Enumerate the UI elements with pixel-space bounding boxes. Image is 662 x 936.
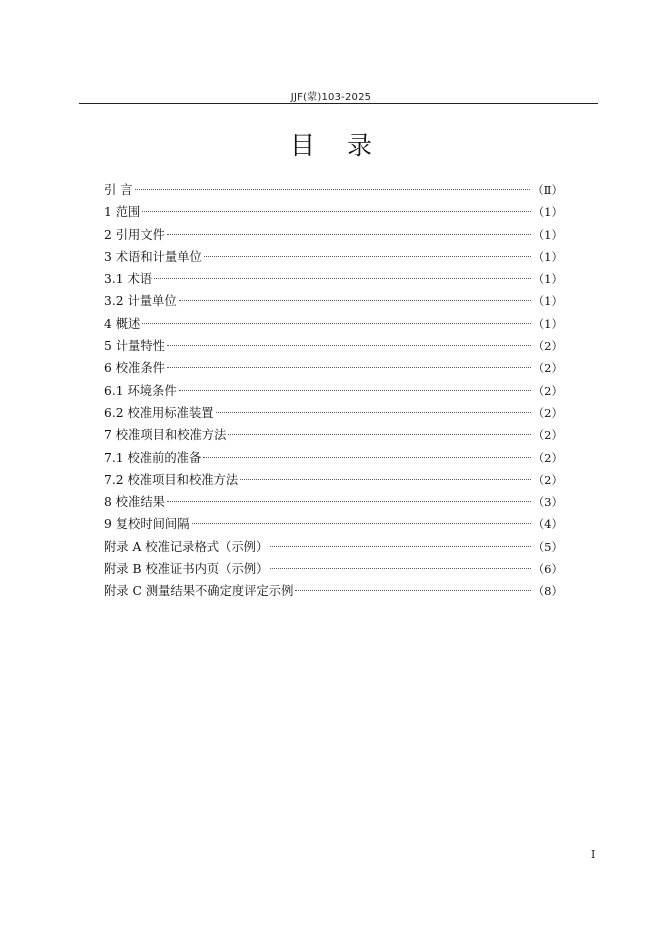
toc-entry[interactable]: [104, 179, 563, 201]
dot-leader: [192, 523, 531, 524]
toc-entry-label: 3.1 术语: [104, 272, 153, 287]
toc-entry[interactable]: [104, 224, 563, 246]
toc-entry-label: 6 校准条件: [104, 361, 165, 376]
toc-entry-page: （4）: [532, 517, 563, 532]
toc-entry[interactable]: [104, 290, 563, 312]
dot-leader: [216, 412, 531, 413]
toc-entry-label: 6.1 环境条件: [104, 383, 177, 398]
toc-entry-label: 2 引用文件: [104, 227, 165, 242]
toc-entry-page: （Ⅱ）: [532, 183, 563, 197]
toc-entry[interactable]: [104, 380, 563, 402]
toc-entry-page: （1）: [532, 272, 563, 287]
toc-entry-page: （2）: [532, 361, 563, 376]
toc-entry[interactable]: [104, 447, 563, 469]
dot-leader: [270, 568, 530, 569]
dot-leader: [204, 256, 531, 257]
toc-entry-page: （2）: [532, 428, 563, 443]
toc-entry-page: （6）: [532, 562, 563, 577]
dot-leader: [154, 278, 531, 279]
dot-leader: [142, 211, 530, 212]
dot-leader: [167, 345, 531, 346]
toc-entry-label: 3 术语和计量单位: [104, 249, 202, 264]
toc-entry-page: （1）: [532, 227, 563, 242]
dot-leader: [270, 546, 530, 547]
dot-leader: [203, 457, 530, 458]
toc-entry-label: 7.2 校准项目和校准方法: [104, 472, 239, 487]
toc-entry-page: （1）: [532, 294, 563, 309]
toc-entry[interactable]: [104, 513, 563, 535]
toc-entry-label: 附录 B 校准证书内页（示例）: [104, 562, 269, 577]
toc-entry-page: （2）: [532, 383, 563, 398]
toc-entry-label: 1 范围: [104, 205, 141, 220]
dot-leader: [240, 479, 531, 480]
toc-entry-label: 3.2 计量单位: [104, 294, 177, 309]
toc-entry[interactable]: [104, 536, 563, 558]
page-number: I: [591, 848, 596, 861]
toc-entry-label: 引 言: [104, 183, 133, 197]
dot-leader: [295, 590, 530, 591]
toc-entry[interactable]: [104, 558, 563, 580]
header-divider: [79, 103, 598, 104]
standard-code-header: JJF(蒙)103-2025: [290, 92, 372, 103]
dot-leader: [142, 323, 530, 324]
toc-entry[interactable]: [104, 201, 563, 223]
toc-entry-page: （2）: [532, 339, 563, 354]
toc-entry[interactable]: [104, 580, 563, 602]
toc-entry[interactable]: [104, 491, 563, 513]
toc-entry-page: （2）: [532, 472, 563, 487]
toc-entry[interactable]: [104, 335, 563, 357]
dot-leader: [179, 300, 531, 301]
toc-entry-label: 4 概述: [104, 316, 141, 331]
dot-leader: [167, 501, 531, 502]
dot-leader: [167, 367, 531, 368]
toc-entry-page: （1）: [532, 249, 563, 264]
toc-entry-page: （5）: [532, 539, 563, 554]
toc-entry-label: 8 校准结果: [104, 495, 165, 510]
toc-entry[interactable]: [104, 246, 563, 268]
toc-entry-page: （8）: [532, 584, 563, 599]
toc-entry-page: （1）: [532, 205, 563, 220]
page-title: 目 录: [290, 131, 384, 160]
toc-entry-page: （1）: [532, 316, 563, 331]
toc-entry[interactable]: [104, 402, 563, 424]
toc-entry-page: （3）: [532, 495, 563, 510]
toc-entry-label: 5 计量特性: [104, 339, 165, 354]
toc-entry[interactable]: [104, 469, 563, 491]
toc-entry-label: 附录 A 校准记录格式（示例）: [104, 539, 269, 554]
toc-entry[interactable]: [104, 268, 563, 290]
toc-entry-page: （2）: [532, 450, 563, 465]
toc-entry-page: （2）: [532, 405, 563, 420]
toc-entry[interactable]: [104, 424, 563, 446]
dot-leader: [135, 189, 531, 190]
toc-entry-label: 9 复校时间间隔: [104, 517, 190, 532]
table-of-contents: [104, 179, 563, 603]
dot-leader: [167, 234, 531, 235]
toc-entry[interactable]: [104, 357, 563, 379]
dot-leader: [179, 390, 531, 391]
dot-leader: [228, 434, 530, 435]
toc-entry-label: 6.2 校准用标准装置: [104, 405, 214, 420]
toc-entry-label: 7 校准项目和校准方法: [104, 428, 227, 443]
toc-entry-label: 7.1 校准前的准备: [104, 450, 202, 465]
toc-entry[interactable]: [104, 313, 563, 335]
toc-entry-label: 附录 C 测量结果不确定度评定示例: [104, 584, 294, 599]
